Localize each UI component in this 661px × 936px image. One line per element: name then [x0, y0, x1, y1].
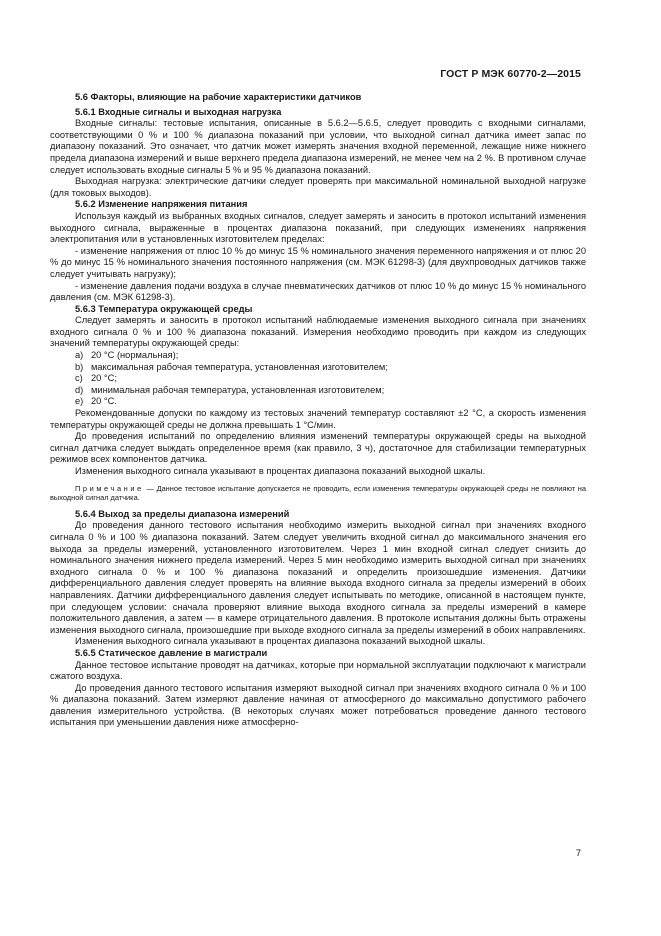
document-code: ГОСТ Р МЭК 60770-2—2015: [440, 68, 581, 80]
list-text: 20 °C;: [91, 373, 117, 384]
paragraph: Используя каждый из выбранных входных сигналов, следует замерять и заносить в протокол испытаний изменения выходного сигнала, выраженные в процентах диапазона показаний, при следующих изменениях напряжения электропитания или в установленных изготовителем пределах:: [50, 210, 586, 245]
note-label: Примечание: [75, 483, 144, 493]
subsection-heading-5-6-4: 5.6.4 Выход за пределы диапазона измерений: [75, 508, 290, 519]
section-heading-5-6: 5.6 Факторы, влияющие на рабочие характеристики датчиков: [75, 92, 362, 102]
subsection-heading-5-6-1: 5.6.1 Входные сигналы и выходная нагрузка: [75, 106, 282, 117]
subsection-heading-5-6-5: 5.6.5 Статическое давление в магистрали: [75, 647, 268, 658]
note-text: — Данное тестовое испытание допускается не проводить, если изменения температуры окружающей среды не повлияют на выходной сигнал датчика.: [50, 483, 586, 503]
paragraph: Изменения выходного сигнала указывают в процентах диапазона показаний выходной шкалы.: [75, 466, 486, 476]
subsection-heading-5-6-2: 5.6.2 Изменение напряжения питания: [75, 199, 248, 210]
paragraph: Входные сигналы: тестовые испытания, описанные в 5.6.2—5.6.5, следует проводить с входными сигналами, соответствующими 0 % и 100 % диапазона показаний при условии, что выходной сигнал датчика имеет запас по диапазону показаний. Это означает, что датчик может измерять значения входной переменной, лежащие ниже нижнего предела диапазона измерений и выше верхнего предела диапазона измерений, не менее чем на 2 %. В противном случае следует использовать входные сигналы 5 % и 95 % диапазона показаний.: [50, 118, 586, 175]
page-body: [50, 92, 586, 729]
paragraph: Выходная нагрузка: электрические датчики следует проверять при максимальной номинальной выходной нагрузке (для токовых выходов).: [50, 176, 586, 198]
list-label: a): [75, 350, 84, 361]
list-label: b): [75, 361, 84, 372]
list-item: [50, 350, 586, 362]
paragraph: До проведения данного тестового испытания необходимо измерить выходной сигнал при значениях входного сигнала 0 % и 100 % диапазона показаний. Затем следует увеличить входной сигнал до максимального значения его выхода за пределы измерений, установленного изготовителем. Через 1 мин входной сигнал следует снизить до номинального значения нижнего предела измерений. Через 5 мин необходимо измерить выходной сигнал при значениях входного сигнала 0 % и 100 % диапазона показаний и определить произошедшие изменения. Датчики дифференциального давления следует проверять на влияние выхода входного сигнала за пределы измерений в обоих направлениях. Датчики дифференциального давления следует испытывать по методике, описанной в настоящем пункте, при следующем условии: сначала проверяют влияние выхода входного сигнала за пределы измерений в камере положительного давления, а затем — в камере отрицательного давления. В протоколе испытания должны быть отражены изменения выходного сигнала, произошедшие при выходе входного сигнала за пределы измерений в обоих направлениях.: [50, 520, 586, 635]
list-text: максимальная рабочая температура, установленная изготовителем;: [91, 361, 388, 372]
paragraph: Рекомендованные допуски по каждому из тестовых значений температур составляют ±2 °С, а скорость изменения температуры окружающей среды не должна превышать 1 °С/мин.: [50, 408, 586, 430]
list-label: c): [75, 373, 83, 384]
paragraph: До проведения испытаний по определению влияния изменений температуры окружающей среды на выходной сигнал датчика следует выждать определенное время (как правило, 3 ч), достаточное для стабилизации температурных режимов всех компонентов датчика.: [50, 431, 586, 465]
list-text: минимальная рабочая температура, установленная изготовителем;: [91, 384, 385, 395]
page-number: 7: [575, 848, 581, 858]
paragraph: До проведения данного тестового испытания измеряют выходной сигнал при значениях входного сигнала 0 % и 100 % диапазона показаний. Затем измеряют давление начиная от атмосферного до максимально допустимого рабочего давления измерительного устройства. (В некоторых случаях может потребоваться проведение данного тестового испытания при уменьшении давления ниже атмосферно-: [50, 682, 586, 728]
paragraph: Данное тестовое испытание проводят на датчиках, которые при нормальной эксплуатации подключают к магистрали сжатого воздуха.: [50, 659, 586, 682]
list-text: 20 °C.: [91, 396, 117, 407]
list-item: - изменение напряжения от плюс 10 % до минус 15 % номинального значения переменного напряжения и от плюс 20 % до минус 15 % номинального значения постоянного напряжения (см. МЭК 61298-3) (для двухпроводных датчиков также следует учитывать нагрузку);: [50, 245, 586, 279]
list-text: 20 °C (нормальная);: [91, 350, 179, 361]
list-item: [50, 396, 586, 408]
subsection-heading-5-6-3: 5.6.3 Температура окружающей среды: [75, 303, 253, 314]
list-label: e): [75, 396, 84, 407]
list-item: [50, 385, 586, 397]
note: [50, 484, 586, 503]
list-item: - изменение давления подачи воздуха в случае пневматических датчиков от плюс 10 % до минус 15 % номинального давления (см. МЭК 61298-3).: [50, 280, 586, 303]
list-item: [50, 373, 586, 385]
list-label: d): [75, 384, 84, 395]
paragraph: Следует замерять и заносить в протокол испытаний наблюдаемые изменения выходного сигнала при значениях входного сигнала 0 % и 100 % диапазона показаний. Измерения необходимо проводить при каждом из следующих значений температуры окружающей среды:: [50, 315, 586, 349]
paragraph: Изменения выходного сигнала указывают в процентах диапазона показаний выходной шкалы.: [75, 636, 486, 647]
list-item: [50, 362, 586, 374]
